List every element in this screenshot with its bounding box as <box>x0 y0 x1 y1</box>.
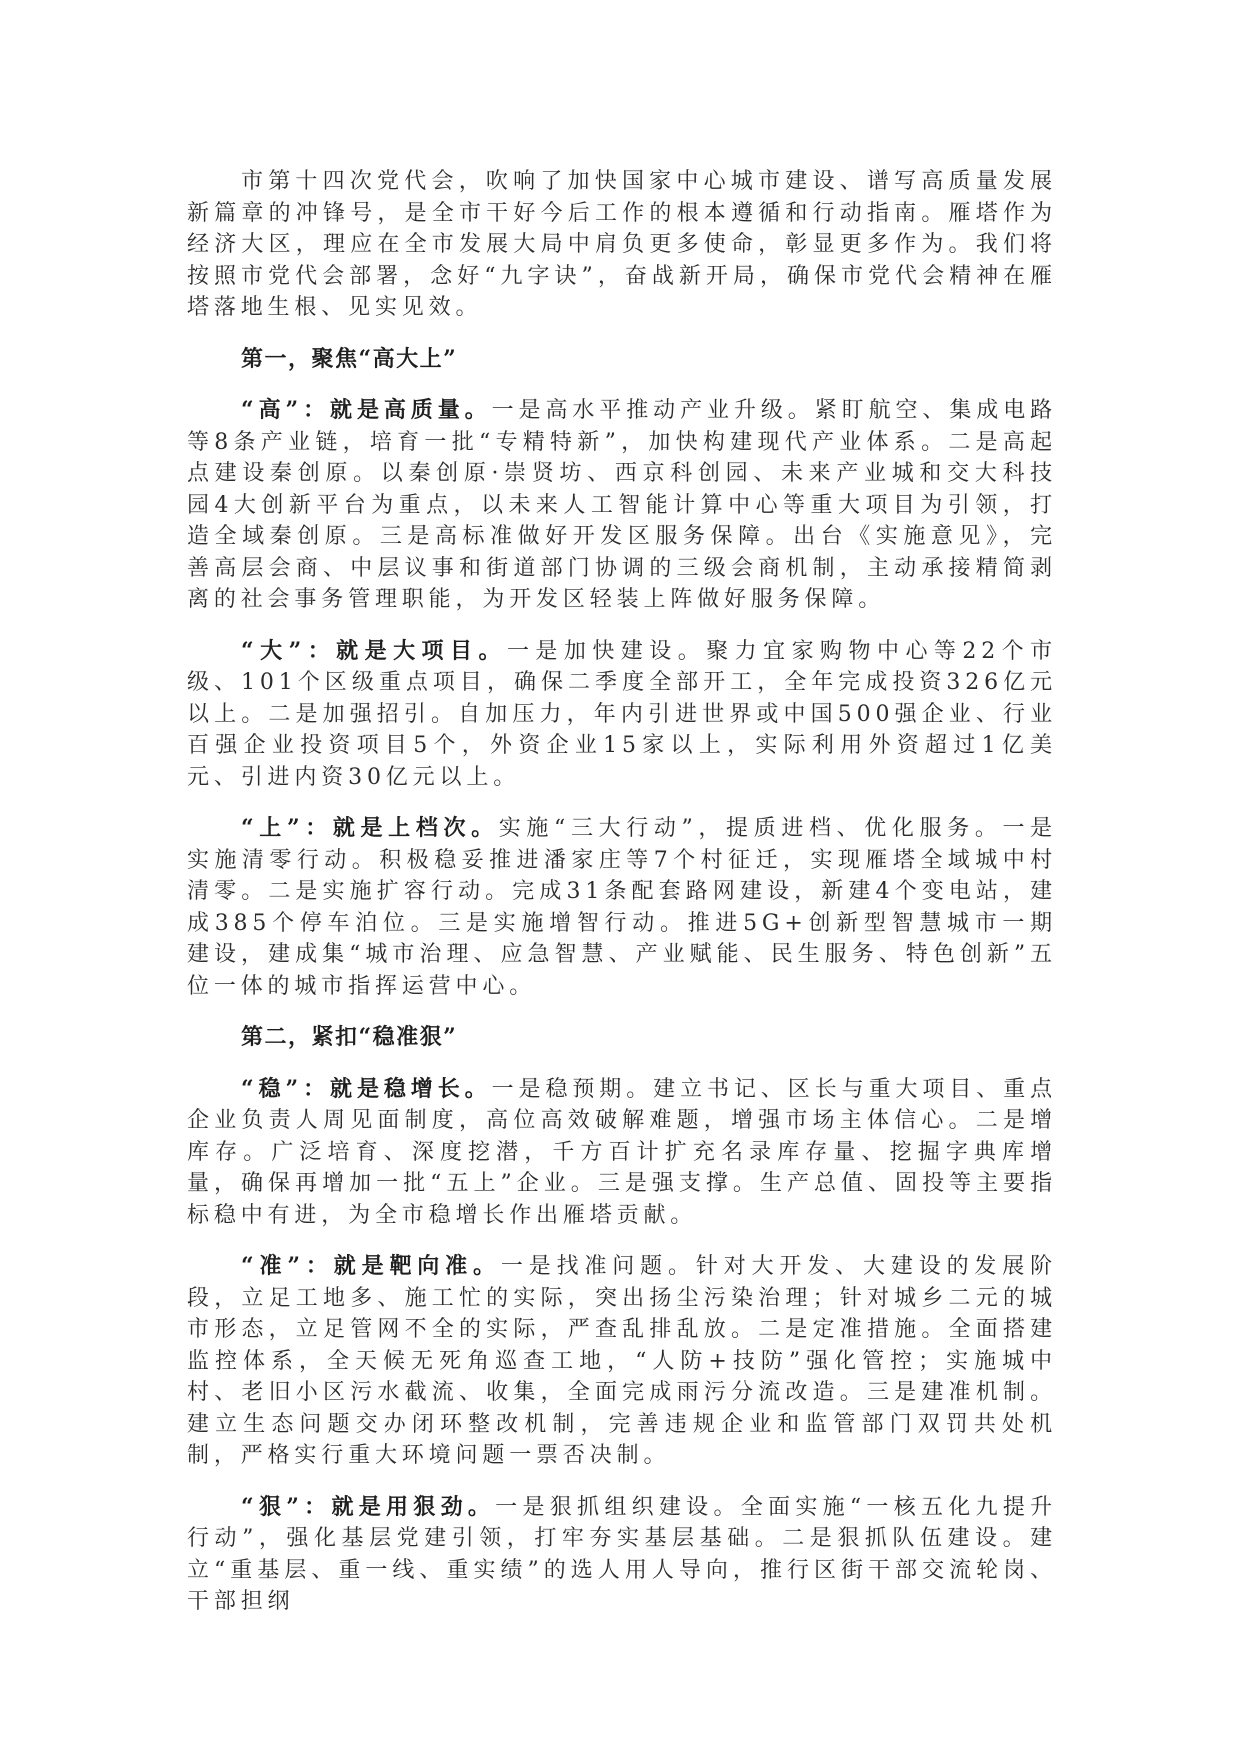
section-heading-2: 第二，紧扣“稳准狠” <box>241 1024 458 1050</box>
paragraph-lead: “稳”：就是稳增长。 <box>241 1075 492 1102</box>
paragraph-lead: “大”：就是大项目。 <box>241 637 507 664</box>
paragraph-lead: “高”：就是高质量。 <box>241 397 492 423</box>
paragraph-body: 一是高水平推动产业升级。紧盯航空、集成电路等8条产业链，培育一批“专精特新”，加快构建现代产业体系。二是高起点建设秦创原。以秦创原·崇贤坊、西京科创园、未来产业城和交大科技园4大创新平台为重点，以未来人工智能计算中心等重大项目为引领，打造全域秦创原。三是高标准做好开发区服务保障。出台《实施意见》，完善高层会商、中层议事和街道部门协调的三级会商机制，主动承接精简剥离的社会事务管理职能，为开发区轻装上阵做好服务保障。 <box>187 398 1057 612</box>
section-heading-1: 第一，聚焦“高大上” <box>241 345 458 372</box>
paragraph-body: 一是加快建设。聚力宜家购物中心等22个市级、101个区级重点项目，确保二季度全部开工，全年完成投资326亿元以上。二是加强招引。自加压力，年内引进世界或中国500强企业、行业百强企业投资项目5个，外资企业15家以上，实际利用外资超过1亿美元、引进内资30亿元以上。 <box>187 638 1057 790</box>
document-page <box>187 166 1057 1638</box>
paragraph-lead: “上”：就是上档次。 <box>241 815 499 841</box>
paragraph-body: 一是稳预期。建立书记、区长与重大项目、重点企业负责人周见面制度，高位高效破解难题，增强市场主体信心。二是增库存。广泛培育、深度挖潜，千方百计扩充名录库存量、挖掘字典库增量，确保再增加一批“五上”企业。三是强支撑。生产总值、固投等主要指标稳中有进，为全市稳增长作出雁塔贡献。 <box>187 1076 1057 1228</box>
paragraph-lead: “狠”：就是用狠劲。 <box>241 1493 496 1520</box>
paragraph-lead: “准”：就是靶向准。 <box>241 1253 501 1279</box>
paragraph-shang <box>187 813 1057 1002</box>
intro-paragraph: 市第十四次党代会，吹响了加快国家中心城市建设、谱写高质量发展新篇章的冲锋号，是全市干好今后工作的根本遵循和行动指南。雁塔作为经济大区，理应在全市发展大局中肩负更多使命，彰显更多作为。我们将按照市党代会部署，念好“九字诀”，奋战新开局，确保市党代会精神在雁塔落地生根、见实见效。 <box>187 169 1057 320</box>
paragraph-da <box>187 636 1057 794</box>
paragraph-body: 一是找准问题。针对大开发、大建设的发展阶段，立足工地多、施工忙的实际，突出扬尘污染治理；针对城乡二元的城市形态，立足管网不全的实际，严查乱排乱放。二是定准措施。全面搭建监控体系，全天候无死角巡查工地，“人防+技防”强化管控；实施城中村、老旧小区污水截流、收集，全面完成雨污分流改造。三是建准机制。建立生态问题交办闭环整改机制，完善违规企业和监管部门双罚共处机制，严格实行重大环境问题一票否决制。 <box>187 1254 1057 1468</box>
paragraph-wen <box>187 1074 1057 1232</box>
paragraph-body: 实施“三大行动”，提质进档、优化服务。一是实施清零行动。积极稳妥推进潘家庄等7个村征迁，实现雁塔全域城中村清零。二是实施扩容行动。完成31条配套路网建设，新建4个变电站，建成385个停车泊位。三是实施增智行动。推进5G+创新型智慧城市一期建设，建成集“城市治理、应急智慧、产业赋能、民生服务、特色创新”五位一体的城市指挥运营中心。 <box>187 816 1057 999</box>
paragraph-hen <box>187 1492 1057 1618</box>
paragraph-zhun <box>187 1251 1057 1472</box>
paragraph-body: 一是狠抓组织建设。全面实施“一核五化九提升行动”，强化基层党建引领，打牢夯实基层基础。二是狠抓队伍建设。建立“重基层、重一线、重实绩”的选人用人导向，推行区街干部交流轮岗、干部担纲 <box>187 1494 1057 1614</box>
paragraph-gao <box>187 395 1057 616</box>
